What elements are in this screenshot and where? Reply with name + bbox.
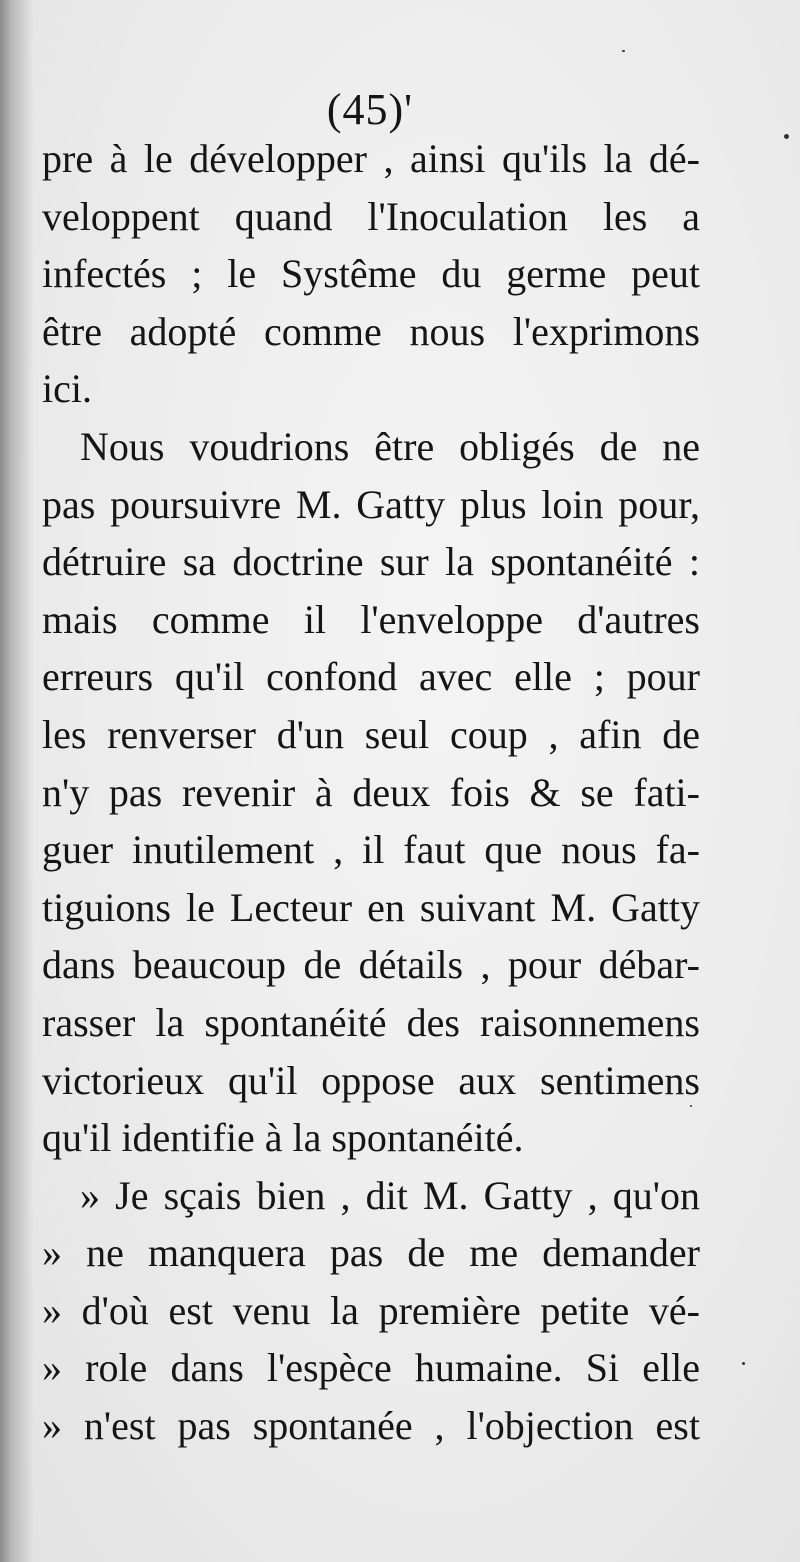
text-line: pre à le développer , ainsi qu'ils la dé-	[42, 136, 700, 181]
quote-line: » Je sçais bien , dit M. Gatty , qu'on	[80, 1172, 700, 1218]
text-line: erreurs qu'il confond avec elle ; pour	[42, 654, 700, 700]
text-line: ici.	[42, 366, 92, 412]
text-line: n'y pas revenir à deux fois & se fati-	[42, 769, 700, 815]
page-number: (45)'	[326, 85, 414, 134]
body-text	[42, 130, 700, 1455]
text-line: veloppent quand l'Inoculation les a	[42, 193, 700, 239]
text-line: les renverser d'un seul coup , afin de	[42, 711, 700, 757]
quote-line: » ne manquera pas de me demander	[42, 1230, 700, 1276]
text-line: rasser la spontanéité des raisonnemens	[42, 999, 700, 1045]
text-line: guer inutilement , il faut que nous fa-	[42, 827, 700, 873]
paragraph-start-line: Nous voudrions être obligés de ne	[80, 423, 700, 469]
text-line: victorieux qu'il oppose aux sentimens	[42, 1057, 700, 1103]
binding-gutter-shadow	[0, 0, 34, 1562]
paper-speck	[784, 134, 789, 139]
quote-line: » role dans l'espèce humaine. Si elle	[42, 1345, 700, 1391]
quote-line: » n'est pas spontanée , l'objection est	[42, 1403, 700, 1449]
text-line: être adopté comme nous l'exprimons	[42, 308, 700, 354]
paper-speck	[742, 1362, 745, 1365]
text-line: pas poursuivre M. Gatty plus loin pour,	[42, 481, 700, 527]
text-line: dans beaucoup de détails , pour débar-	[42, 942, 700, 988]
text-line: qu'il identifie à la spontanéité.	[42, 1115, 524, 1161]
paper-speck	[622, 50, 625, 52]
text-line: tiguions le Lecteur en suivant M. Gatty	[42, 884, 700, 930]
text-line: détruire sa doctrine sur la spontanéité :	[42, 539, 700, 585]
paper-speck	[690, 1105, 692, 1107]
text-line: mais comme il l'enveloppe d'autres	[42, 596, 700, 642]
quote-line: » d'où est venu la première petite vé-	[42, 1287, 700, 1333]
text-line: infectés ; le Systême du germe peut	[42, 251, 700, 297]
